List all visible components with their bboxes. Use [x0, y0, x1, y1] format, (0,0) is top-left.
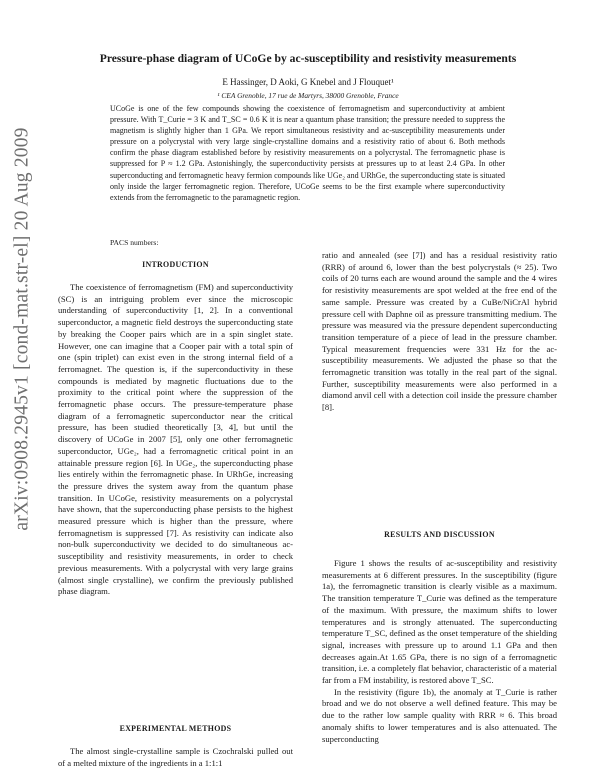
- introduction-paragraph: The coexistence of ferromagnetism (FM) and superconductivity (SC) is an intriguing problem ever since the microscopic understanding of superconductivity [1, 2]. In a conventional superconductor, a magnetic field destroys the superconducting state by breaking the Cooper pairs which are in a spin singlet state. However, one can imagine that a Cooper pair with a total spin of one (spin triplet) can exist even in the strong internal field of a ferromagnet. The question is, if the superconductivity in these compounds is mediated by magnetic fluctuations due to the proximity to the critical point where the suppression of the ferromagnetic phase occurs. The pressure-temperature phase diagram of a ferromagnetic superconductor near the critical pressure, has been studied theoretically [3, 4], but until the discovery of UCoGe in 2007 [5], only one other ferromagnetic superconductor, UGe₂, had a ferromagnetic critical point in an attainable pressure region [6]. In UGe₂, the superconducting phase lies entirely within the ferromagnetic phase. In URhGe, increasing the pressure drives the system away from the quantum phase transition. In UCoGe, resistivity measurements on a polycrystal have shown, that the superconducting phase persists to the highest measured pressure which is higher than the pressure, where ferromagnetism is suppressed [7]. As resistivity can indicate also non-bulk superconductivity we decided to do simultaneous ac-susceptibility and resistivity measurements, in order to check previous measurements. With a polycrystal with very large grains (almost single crystalline), we confirm the previously published phase diagram.: [58, 282, 293, 597]
- methods-body-continued: [322, 250, 557, 414]
- section-heading-methods: EXPERIMENTAL METHODS: [119, 724, 232, 733]
- abstract: UCoGe is one of the few compounds showing the coexistence of ferromagnetism and superconductivity at ambient pressure. With T_Curie = 3 K and T_SC = 0.6 K it is near a quantum phase transition; the pressure needed to suppress the magnetism is slightly higher than 1 GPa. We report simultaneous resistivity and ac-susceptibility measurements under pressure on a polycrystal with very large single-crystalline domains and a resistivity ratio of about 6. Both methods confirm the phase diagram established before by resistivity measurements on a polycrystal. The ferromagnetic phase is suppressed for P ≈ 1.2 GPa. Astonishingly, the superconductivity persists at pressures up to at least 2.4 GPa. In other superconducting and ferromagnetic heavy fermion compounds like UGe₂ and URhGe, the superconducting state is situated only inside the larger ferromagnetic region. Therefore, UCoGe seems to be the first example where superconductivity extends from the ferromagnetic to the paramagnetic region.: [110, 104, 505, 202]
- arxiv-stamp-text: arXiv:0908.2945v1 [cond-mat.str-el] 20 Aug 2009: [12, 127, 33, 531]
- results-paragraph-2: In the resistivity (figure 1b), the anomaly at T_Curie is rather broad and we do not observe a well defined feature. This may be due to the rather low sample quality with RRR ≈ 6. This broad anomaly shifts to lower temperatures and is also attenuated. The superconducting: [322, 686, 557, 744]
- methods-body: [58, 746, 293, 769]
- arxiv-identifier-stamp: [8, 24, 38, 634]
- section-heading-introduction: INTRODUCTION: [142, 260, 209, 269]
- results-body: [322, 558, 557, 745]
- results-paragraph-1: Figure 1 shows the results of ac-susceptibility and resistivity measurements at 6 different pressures. In the susceptibility (figure 1a), the ferromagnetic transition is clearly visible as a maximum. The transition temperature T_Curie was defined as the temperature of the maximum. With pressure, the maximum shifts to lower temperatures and is strongly attenuated. The superconducting temperature T_SC, defined as the onset temperature of the shielding signal, increases with pressure up to around 1.1 GPa and then decreases again.At 1.65 GPa, there is no sign of a ferromagnetic transition, i.e. a completely flat behavior, characteristic of a material far from a FM instability, is restored above T_SC.: [322, 558, 557, 686]
- pacs-numbers: PACS numbers:: [110, 238, 159, 247]
- introduction-body: [58, 282, 293, 598]
- section-heading-results: RESULTS AND DISCUSSION: [384, 530, 495, 539]
- paper-title: Pressure-phase diagram of UCoGe by ac-susceptibility and resistivity measurements: [99, 52, 517, 65]
- author-affiliation: ¹ CEA Grenoble, 17 rue de Martyrs, 38000 Grenoble, France: [217, 91, 399, 100]
- author-list: E Hassinger, D Aoki, G Knebel and J Flouquet¹: [222, 77, 394, 87]
- methods-paragraph-continued: ratio and annealed (see [7]) and has a residual resistivity ratio (RRR) of around 6, lower than the best polycrystals (≈ 25). Two coils of 20 turns each are wound around the sample and the 4 wires for resistivity measurements are spot welded at the free end of the same sample. Pressure was created by a CuBe/NiCrAl hybrid pressure cell with Daphne oil as pressure transmitting medium. The pressure was measured via the pressure dependent superconducting transition temperature of a piece of lead in the pressure chamber. Typical measurement frequencies were 331 Hz for the ac-susceptibility measurements. We adjusted the phase so that the ferromagnetic transition was totally in the real part of the signal. Further, susceptibility measurements were also performed in a diamond anvil cell with a detection coil inside the pressure chamber [8].: [322, 250, 557, 413]
- methods-paragraph: The almost single-crystalline sample is Czochralski pulled out of a melted mixture of the ingredients in a 1:1:1: [58, 746, 293, 768]
